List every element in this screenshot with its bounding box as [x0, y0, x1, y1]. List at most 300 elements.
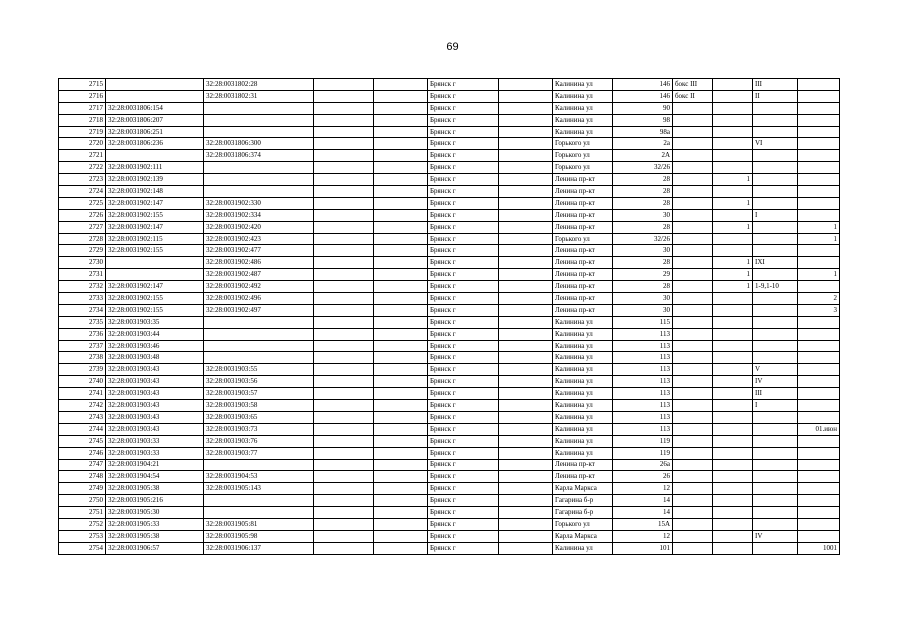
cell-city: Брянск г — [428, 257, 499, 269]
cell-col-5 — [374, 281, 428, 293]
cell-house-number: 115 — [613, 316, 673, 328]
cell-col-4 — [314, 328, 374, 340]
cell-city: Брянск г — [428, 447, 499, 459]
cell-col-7 — [499, 174, 553, 186]
cell-col-7 — [499, 257, 553, 269]
cell-col-4 — [314, 400, 374, 412]
cell-col-5 — [374, 435, 428, 447]
table-row — [59, 435, 840, 447]
cell-col-4 — [314, 411, 374, 423]
cell-cadastral-number: 32:28:0031903:43 — [106, 364, 204, 376]
cell-unit-number — [798, 495, 840, 507]
cell-row-number: 2715 — [59, 79, 106, 91]
cell-col-7 — [499, 352, 553, 364]
cell-row-number: 2737 — [59, 340, 106, 352]
cell-col-5 — [374, 138, 428, 150]
cell-object-cadastral-number: 32:28:0031802:28 — [204, 79, 314, 91]
cell-unit-number — [798, 186, 840, 198]
cell-unit-number — [798, 507, 840, 519]
cell-house-number: 32/26 — [613, 162, 673, 174]
cell-col-7 — [499, 304, 553, 316]
cell-room-number — [753, 447, 798, 459]
cell-object-cadastral-number: 32:28:0031902:486 — [204, 257, 314, 269]
cell-street: Ленина пр-кт — [553, 281, 613, 293]
cell-cadastral-number: 32:28:0031902:147 — [106, 221, 204, 233]
cell-row-number: 2747 — [59, 459, 106, 471]
cell-room-number: I — [753, 209, 798, 221]
cell-house-suffix — [673, 150, 713, 162]
cell-col-4 — [314, 269, 374, 281]
cell-count — [713, 447, 753, 459]
cell-city: Брянск г — [428, 518, 499, 530]
cell-col-5 — [374, 495, 428, 507]
cell-col-5 — [374, 423, 428, 435]
cell-col-7 — [499, 114, 553, 126]
cell-room-number: I — [753, 400, 798, 412]
cell-street: Горького ул — [553, 233, 613, 245]
cell-house-number: 113 — [613, 400, 673, 412]
cell-row-number: 2716 — [59, 90, 106, 102]
cell-unit-number — [798, 530, 840, 542]
cell-row-number: 2722 — [59, 162, 106, 174]
cell-object-cadastral-number — [204, 162, 314, 174]
cell-row-number: 2743 — [59, 411, 106, 423]
cell-count — [713, 400, 753, 412]
cell-col-4 — [314, 530, 374, 542]
cell-house-suffix — [673, 102, 713, 114]
cell-house-number: 28 — [613, 174, 673, 186]
cell-count: 1 — [713, 197, 753, 209]
cell-unit-number — [798, 376, 840, 388]
cell-object-cadastral-number: 32:28:0031903:65 — [204, 411, 314, 423]
cell-count — [713, 102, 753, 114]
cell-count — [713, 459, 753, 471]
cell-house-suffix — [673, 364, 713, 376]
cell-cadastral-number: 32:28:0031902:155 — [106, 293, 204, 305]
cell-street: Ленина пр-кт — [553, 221, 613, 233]
cell-col-5 — [374, 257, 428, 269]
cell-col-4 — [314, 138, 374, 150]
cell-unit-number — [798, 483, 840, 495]
cell-house-number: 119 — [613, 447, 673, 459]
cell-house-number: 113 — [613, 423, 673, 435]
cell-object-cadastral-number: 32:28:0031902:420 — [204, 221, 314, 233]
cell-cadastral-number: 32:28:0031903:43 — [106, 423, 204, 435]
cell-col-5 — [374, 459, 428, 471]
cell-house-number: 146 — [613, 79, 673, 91]
cell-count: 1 — [713, 257, 753, 269]
cell-unit-number — [798, 102, 840, 114]
cell-col-5 — [374, 209, 428, 221]
cell-count — [713, 352, 753, 364]
cell-house-number: 28 — [613, 221, 673, 233]
cell-room-number — [753, 423, 798, 435]
cell-row-number: 2748 — [59, 471, 106, 483]
cell-col-4 — [314, 364, 374, 376]
cell-col-7 — [499, 411, 553, 423]
cell-row-number: 2725 — [59, 197, 106, 209]
table-row — [59, 328, 840, 340]
cell-room-number — [753, 495, 798, 507]
cell-unit-number — [798, 138, 840, 150]
cell-col-4 — [314, 352, 374, 364]
cell-col-7 — [499, 90, 553, 102]
cell-street: Ленина пр-кт — [553, 197, 613, 209]
cell-row-number: 2745 — [59, 435, 106, 447]
cell-house-number: 30 — [613, 293, 673, 305]
cell-object-cadastral-number: 32:28:0031904:53 — [204, 471, 314, 483]
cell-house-number: 113 — [613, 364, 673, 376]
cell-row-number: 2753 — [59, 530, 106, 542]
cell-cadastral-number: 32:28:0031905:30 — [106, 507, 204, 519]
cell-street: Калинина ул — [553, 388, 613, 400]
cell-city: Брянск г — [428, 388, 499, 400]
cell-house-number: 113 — [613, 328, 673, 340]
table-row — [59, 102, 840, 114]
cell-house-suffix — [673, 221, 713, 233]
cell-count — [713, 388, 753, 400]
cell-house-number: 30 — [613, 304, 673, 316]
cell-house-number: 28 — [613, 281, 673, 293]
cell-row-number: 2720 — [59, 138, 106, 150]
cell-house-suffix — [673, 376, 713, 388]
cell-street: Ленина пр-кт — [553, 257, 613, 269]
cell-col-5 — [374, 304, 428, 316]
cell-object-cadastral-number: 32:28:0031902:496 — [204, 293, 314, 305]
cell-house-suffix — [673, 209, 713, 221]
cell-street: Калинина ул — [553, 364, 613, 376]
cell-house-suffix: бокс III — [673, 79, 713, 91]
cell-house-number: 12 — [613, 530, 673, 542]
cell-unit-number — [798, 209, 840, 221]
cell-house-suffix — [673, 257, 713, 269]
cell-city: Брянск г — [428, 114, 499, 126]
cell-street: Ленина пр-кт — [553, 186, 613, 198]
cell-room-number — [753, 518, 798, 530]
cell-street: Горького ул — [553, 518, 613, 530]
table-row — [59, 340, 840, 352]
cell-cadastral-number: 32:28:0031903:44 — [106, 328, 204, 340]
cell-object-cadastral-number: 32:28:0031903:76 — [204, 435, 314, 447]
cell-col-5 — [374, 316, 428, 328]
cell-house-number: 15А — [613, 518, 673, 530]
cell-col-5 — [374, 186, 428, 198]
table-row — [59, 221, 840, 233]
cell-col-7 — [499, 79, 553, 91]
cell-unit-number — [798, 114, 840, 126]
cell-room-number: IXI — [753, 257, 798, 269]
cell-col-5 — [374, 174, 428, 186]
table-row — [59, 114, 840, 126]
cell-city: Брянск г — [428, 197, 499, 209]
table-row — [59, 471, 840, 483]
cell-col-7 — [499, 138, 553, 150]
cell-cadastral-number: 32:28:0031903:43 — [106, 411, 204, 423]
cell-city: Брянск г — [428, 376, 499, 388]
cell-col-4 — [314, 518, 374, 530]
cell-unit-number — [798, 316, 840, 328]
cell-count — [713, 483, 753, 495]
table-row — [59, 459, 840, 471]
registry-table — [58, 78, 840, 555]
cell-unit-number — [798, 400, 840, 412]
cell-room-number — [753, 411, 798, 423]
cell-city: Брянск г — [428, 304, 499, 316]
cell-col-4 — [314, 304, 374, 316]
cell-room-number — [753, 304, 798, 316]
cell-count — [713, 316, 753, 328]
cell-house-suffix — [673, 518, 713, 530]
cell-room-number — [753, 328, 798, 340]
cell-cadastral-number: 32:28:0031905:38 — [106, 530, 204, 542]
cell-house-suffix — [673, 507, 713, 519]
cell-cadastral-number: 32:28:0031903:43 — [106, 400, 204, 412]
cell-cadastral-number — [106, 79, 204, 91]
cell-object-cadastral-number: 32:28:0031903:58 — [204, 400, 314, 412]
cell-house-suffix — [673, 186, 713, 198]
cell-col-5 — [374, 150, 428, 162]
cell-unit-number — [798, 328, 840, 340]
cell-street: Калинина ул — [553, 352, 613, 364]
cell-col-4 — [314, 174, 374, 186]
cell-unit-number — [798, 126, 840, 138]
cell-col-4 — [314, 495, 374, 507]
cell-street: Ленина пр-кт — [553, 471, 613, 483]
cell-col-4 — [314, 257, 374, 269]
cell-city: Брянск г — [428, 79, 499, 91]
table-row — [59, 281, 840, 293]
cell-unit-number — [798, 281, 840, 293]
cell-street: Горького ул — [553, 138, 613, 150]
cell-house-suffix — [673, 304, 713, 316]
table-row — [59, 495, 840, 507]
cell-col-5 — [374, 447, 428, 459]
cell-col-7 — [499, 162, 553, 174]
cell-col-5 — [374, 340, 428, 352]
cell-object-cadastral-number: 32:28:0031903:55 — [204, 364, 314, 376]
table-row — [59, 233, 840, 245]
cell-count — [713, 162, 753, 174]
cell-cadastral-number — [106, 269, 204, 281]
cell-col-5 — [374, 388, 428, 400]
cell-street: Ленина пр-кт — [553, 174, 613, 186]
cell-unit-number: 3 — [798, 304, 840, 316]
table-row — [59, 388, 840, 400]
page-number: 69 — [446, 41, 459, 53]
cell-col-7 — [499, 400, 553, 412]
cell-unit-number: 1001 — [798, 542, 840, 554]
cell-street: Карла Маркса — [553, 483, 613, 495]
cell-object-cadastral-number: 32:28:0031806:300 — [204, 138, 314, 150]
cell-room-number — [753, 150, 798, 162]
cell-col-4 — [314, 233, 374, 245]
cell-house-suffix — [673, 114, 713, 126]
cell-cadastral-number: 32:28:0031902:111 — [106, 162, 204, 174]
cell-col-4 — [314, 102, 374, 114]
cell-house-number: 14 — [613, 507, 673, 519]
cell-house-suffix — [673, 459, 713, 471]
cell-house-suffix — [673, 388, 713, 400]
cell-unit-number — [798, 388, 840, 400]
cell-col-5 — [374, 364, 428, 376]
cell-count — [713, 245, 753, 257]
cell-cadastral-number: 32:28:0031806:154 — [106, 102, 204, 114]
cell-row-number: 2724 — [59, 186, 106, 198]
cell-unit-number — [798, 174, 840, 186]
cell-count — [713, 376, 753, 388]
cell-object-cadastral-number — [204, 340, 314, 352]
cell-col-4 — [314, 281, 374, 293]
table-row — [59, 447, 840, 459]
cell-unit-number: 1 — [798, 233, 840, 245]
cell-object-cadastral-number — [204, 126, 314, 138]
cell-street: Калинина ул — [553, 79, 613, 91]
cell-count — [713, 328, 753, 340]
cell-house-suffix — [673, 423, 713, 435]
cell-col-5 — [374, 90, 428, 102]
table-row — [59, 483, 840, 495]
cell-col-4 — [314, 435, 374, 447]
cell-col-4 — [314, 471, 374, 483]
cell-city: Брянск г — [428, 245, 499, 257]
table-row — [59, 174, 840, 186]
cell-cadastral-number: 32:28:0031905:33 — [106, 518, 204, 530]
cell-object-cadastral-number — [204, 102, 314, 114]
cell-count — [713, 114, 753, 126]
cell-city: Брянск г — [428, 483, 499, 495]
cell-row-number: 2731 — [59, 269, 106, 281]
cell-col-7 — [499, 102, 553, 114]
cell-street: Калинина ул — [553, 340, 613, 352]
cell-city: Брянск г — [428, 411, 499, 423]
cell-cadastral-number — [106, 90, 204, 102]
cell-city: Брянск г — [428, 150, 499, 162]
cell-col-4 — [314, 483, 374, 495]
cell-object-cadastral-number: 32:28:0031905:98 — [204, 530, 314, 542]
cell-house-number: 12 — [613, 483, 673, 495]
cell-count — [713, 209, 753, 221]
cell-room-number — [753, 186, 798, 198]
cell-city: Брянск г — [428, 400, 499, 412]
cell-house-number: 29 — [613, 269, 673, 281]
cell-house-suffix — [673, 447, 713, 459]
cell-street: Калинина ул — [553, 316, 613, 328]
cell-city: Брянск г — [428, 174, 499, 186]
cell-room-number — [753, 245, 798, 257]
cell-house-suffix — [673, 471, 713, 483]
cell-house-number: 2А — [613, 150, 673, 162]
cell-row-number: 2754 — [59, 542, 106, 554]
cell-row-number: 2723 — [59, 174, 106, 186]
cell-col-7 — [499, 459, 553, 471]
cell-street: Калинина ул — [553, 328, 613, 340]
cell-unit-number — [798, 518, 840, 530]
cell-col-4 — [314, 209, 374, 221]
cell-col-4 — [314, 150, 374, 162]
cell-cadastral-number: 32:28:0031902:147 — [106, 197, 204, 209]
cell-col-5 — [374, 102, 428, 114]
registry-body — [59, 79, 840, 555]
cell-unit-number — [798, 447, 840, 459]
cell-row-number: 2719 — [59, 126, 106, 138]
cell-city: Брянск г — [428, 459, 499, 471]
cell-unit-number — [798, 197, 840, 209]
table-row — [59, 352, 840, 364]
cell-city: Брянск г — [428, 495, 499, 507]
cell-col-4 — [314, 459, 374, 471]
cell-col-5 — [374, 483, 428, 495]
cell-count — [713, 542, 753, 554]
cell-house-suffix — [673, 542, 713, 554]
cell-object-cadastral-number: 32:28:0031903:77 — [204, 447, 314, 459]
cell-cadastral-number: 32:28:0031902:148 — [106, 186, 204, 198]
cell-object-cadastral-number — [204, 352, 314, 364]
cell-house-suffix — [673, 174, 713, 186]
cell-col-5 — [374, 352, 428, 364]
cell-city: Брянск г — [428, 102, 499, 114]
cell-col-7 — [499, 388, 553, 400]
cell-count — [713, 471, 753, 483]
table-row — [59, 542, 840, 554]
cell-city: Брянск г — [428, 316, 499, 328]
cell-object-cadastral-number: 32:28:0031906:137 — [204, 542, 314, 554]
cell-object-cadastral-number: 32:28:0031806:374 — [204, 150, 314, 162]
cell-object-cadastral-number: 32:28:0031902:423 — [204, 233, 314, 245]
cell-col-4 — [314, 186, 374, 198]
cell-row-number: 2732 — [59, 281, 106, 293]
cell-street: Калинина ул — [553, 114, 613, 126]
cell-object-cadastral-number — [204, 186, 314, 198]
table-row — [59, 376, 840, 388]
cell-cadastral-number: 32:28:0031902:155 — [106, 304, 204, 316]
cell-col-7 — [499, 483, 553, 495]
cell-col-7 — [499, 316, 553, 328]
cell-room-number — [753, 162, 798, 174]
cell-street: Калинина ул — [553, 90, 613, 102]
cell-cadastral-number: 32:28:0031904:54 — [106, 471, 204, 483]
cell-count — [713, 293, 753, 305]
cell-count — [713, 90, 753, 102]
cell-object-cadastral-number — [204, 328, 314, 340]
cell-house-number: 28 — [613, 197, 673, 209]
table-row — [59, 507, 840, 519]
cell-cadastral-number: 32:28:0031806:207 — [106, 114, 204, 126]
cell-cadastral-number: 32:28:0031902:147 — [106, 281, 204, 293]
cell-house-number: 2а — [613, 138, 673, 150]
cell-room-number — [753, 126, 798, 138]
cell-city: Брянск г — [428, 423, 499, 435]
cell-cadastral-number: 32:28:0031806:251 — [106, 126, 204, 138]
cell-count — [713, 530, 753, 542]
table-row — [59, 293, 840, 305]
cell-city: Брянск г — [428, 293, 499, 305]
cell-row-number: 2721 — [59, 150, 106, 162]
cell-cadastral-number: 32:28:0031902:139 — [106, 174, 204, 186]
cell-col-7 — [499, 209, 553, 221]
cell-cadastral-number: 32:28:0031903:33 — [106, 435, 204, 447]
cell-house-number: 113 — [613, 388, 673, 400]
cell-room-number: IV — [753, 530, 798, 542]
cell-col-7 — [499, 495, 553, 507]
cell-row-number: 2738 — [59, 352, 106, 364]
cell-unit-number — [798, 245, 840, 257]
cell-house-suffix — [673, 233, 713, 245]
cell-object-cadastral-number: 32:28:0031802:31 — [204, 90, 314, 102]
cell-street: Ленина пр-кт — [553, 209, 613, 221]
cell-object-cadastral-number — [204, 114, 314, 126]
cell-col-5 — [374, 400, 428, 412]
cell-unit-number: 1 — [798, 221, 840, 233]
